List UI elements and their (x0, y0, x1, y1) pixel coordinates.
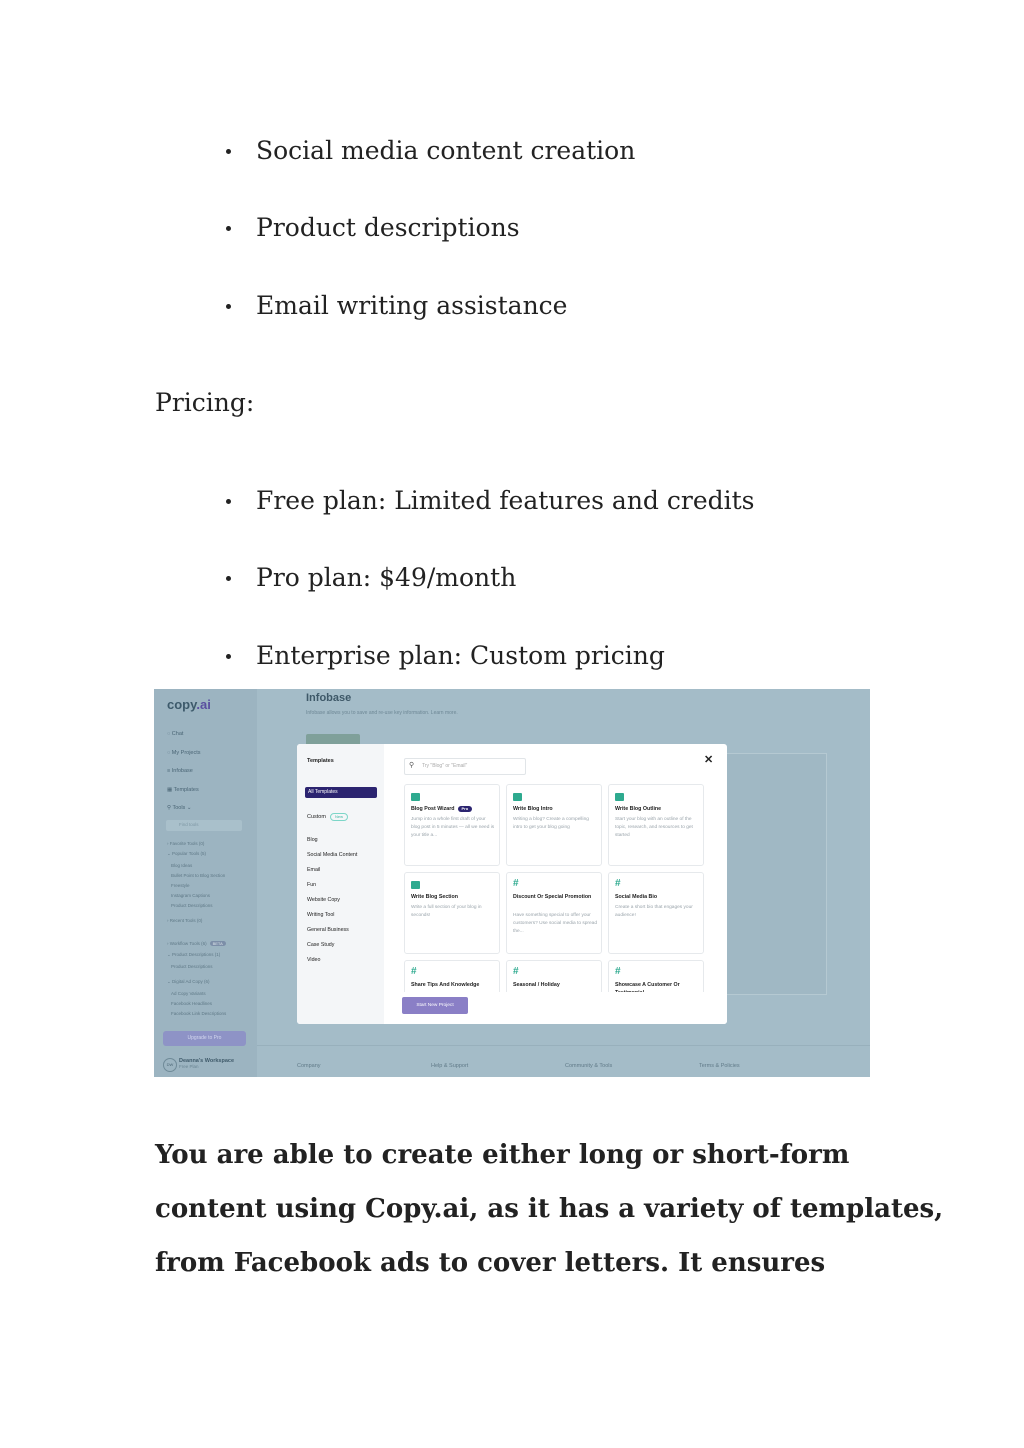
page-subtitle: Infobase allows you to save and re-use key information. Learn more. (306, 710, 458, 716)
tool-item[interactable]: Freestyle (171, 883, 190, 888)
document-icon (411, 881, 420, 889)
template-card[interactable]: Blog Post Wizard Pro Jump into a whole first draft of your blog post in 5 minutes — all we need is your title a... (404, 784, 500, 866)
bullet-dot (226, 304, 231, 309)
category-all-templates[interactable]: All Templates (305, 787, 377, 798)
sidebar-item-infobase[interactable]: ≡ Infobase (167, 768, 193, 774)
footer-link[interactable]: Company (297, 1063, 321, 1069)
search-icon: ⚲ (409, 762, 415, 769)
template-search-input[interactable]: ⚲ Try "Blog" or "Email" (404, 758, 526, 775)
tool-item[interactable]: Product Descriptions (171, 964, 213, 969)
template-card[interactable]: # Share Tips And Knowledge (404, 960, 500, 1024)
category-item[interactable]: Blog (307, 837, 318, 843)
document-icon (513, 793, 522, 801)
hashtag-icon: # (615, 878, 621, 889)
category-custom[interactable]: Custom New (307, 813, 348, 821)
bullet-dot (226, 149, 231, 154)
tool-item[interactable]: Instagram Captions (171, 893, 211, 898)
digital-ad-group[interactable]: ⌄ Digital Ad Copy (6) (167, 979, 210, 984)
category-item[interactable]: Writing Tool (307, 912, 335, 918)
recent-tools[interactable]: › Recent Tools (0) (167, 918, 203, 923)
sidebar-item-tools[interactable]: ⚲ Tools ⌄ (167, 805, 192, 811)
favorite-tools[interactable]: › Favorite Tools (0) (167, 841, 205, 846)
start-new-project-button[interactable]: Start New Project (402, 997, 468, 1014)
category-item[interactable]: Video (307, 957, 321, 963)
pricing-heading: Pricing: (155, 388, 255, 417)
upgrade-button[interactable]: Upgrade to Pro (163, 1031, 246, 1046)
modal-sidebar (297, 744, 384, 1024)
popular-tools[interactable]: ⌄ Popular Tools (5) (167, 851, 206, 856)
hashtag-icon: # (615, 966, 621, 977)
close-icon[interactable]: ✕ (704, 754, 714, 766)
category-item[interactable]: General Business (307, 927, 349, 933)
template-card[interactable]: Write Blog Outline Start your blog with an outline of the topic, research, and resources to get started (608, 784, 704, 866)
copyai-screenshot (154, 689, 870, 1077)
tool-item[interactable]: Facebook Headlines (171, 1001, 213, 1006)
sidebar-item-chat[interactable]: ◌ Chat (167, 731, 184, 737)
template-card[interactable]: # Social Media Bio Create a short bio that engages your audience! (608, 872, 704, 954)
tool-item[interactable]: Bullet Point to Blog Section (171, 873, 226, 878)
category-item[interactable]: Fun (307, 882, 317, 888)
category-item[interactable]: Website Copy (307, 897, 340, 903)
body-paragraph: You are able to create either long or short-form content using Copy.ai, as it has a variety of templates, from Facebook ads to cover letters. It ensures (155, 1140, 944, 1278)
bullet-dot (226, 654, 231, 659)
logo: copy.ai (167, 697, 211, 712)
templates-modal (297, 744, 727, 1024)
sidebar (154, 689, 257, 1077)
hashtag-icon: # (513, 878, 519, 889)
modal-sidebar-title: Templates (307, 758, 334, 764)
footer-divider (257, 1045, 870, 1046)
product-descriptions-group[interactable]: ⌄ Product Descriptions (1) (167, 952, 221, 957)
bullet-dot (226, 226, 231, 231)
category-item[interactable]: Email (307, 867, 321, 873)
hashtag-icon: # (411, 966, 417, 977)
avatar[interactable]: DW (163, 1058, 177, 1072)
sidebar-item-projects[interactable]: ◌ My Projects (167, 750, 201, 756)
tools-search-input[interactable]: Find tools (166, 820, 242, 831)
template-card[interactable]: # Seasonal / Holiday (506, 960, 602, 1024)
page-title: Infobase (306, 692, 352, 704)
category-item[interactable]: Social Media Content (307, 852, 358, 858)
new-badge: New (330, 813, 348, 821)
sidebar-item-templates[interactable]: ▦ Templates (167, 787, 199, 793)
document-icon (411, 793, 420, 801)
hashtag-icon: # (513, 966, 519, 977)
pro-badge: Pro (458, 806, 473, 812)
bullet-dot (226, 576, 231, 581)
bullet-dot (226, 499, 231, 504)
tool-item[interactable]: Product Descriptions (171, 903, 213, 908)
workflow-tools[interactable]: › Workflow Tools (6) BETA (167, 941, 226, 946)
tool-item[interactable]: Facebook Link Descriptions (171, 1011, 227, 1016)
tool-item[interactable]: Blog Ideas (171, 863, 193, 868)
workspace-switcher[interactable]: Deanna's Workspace Free Plan (179, 1058, 235, 1069)
template-card[interactable]: # Showcase A Customer Or (608, 960, 704, 1024)
footer-link[interactable]: Terms & Policies (699, 1063, 740, 1069)
template-card[interactable]: # Discount Or Special Promotion Have something special to offer your customers? Use social media to spread the... (506, 872, 602, 954)
document-icon (615, 793, 624, 801)
footer-link[interactable]: Help & Support (431, 1063, 469, 1069)
template-card[interactable]: Write Blog Intro Writing a blog? Create a compelling intro to get your blog going (506, 784, 602, 866)
tool-item[interactable]: Ad Copy Variants (171, 991, 206, 996)
template-card[interactable]: Write Blog Section Write a full section of your blog in seconds! (404, 872, 500, 954)
footer-link[interactable]: Community & Tools (565, 1063, 613, 1069)
category-item[interactable]: Case Study (307, 942, 335, 948)
